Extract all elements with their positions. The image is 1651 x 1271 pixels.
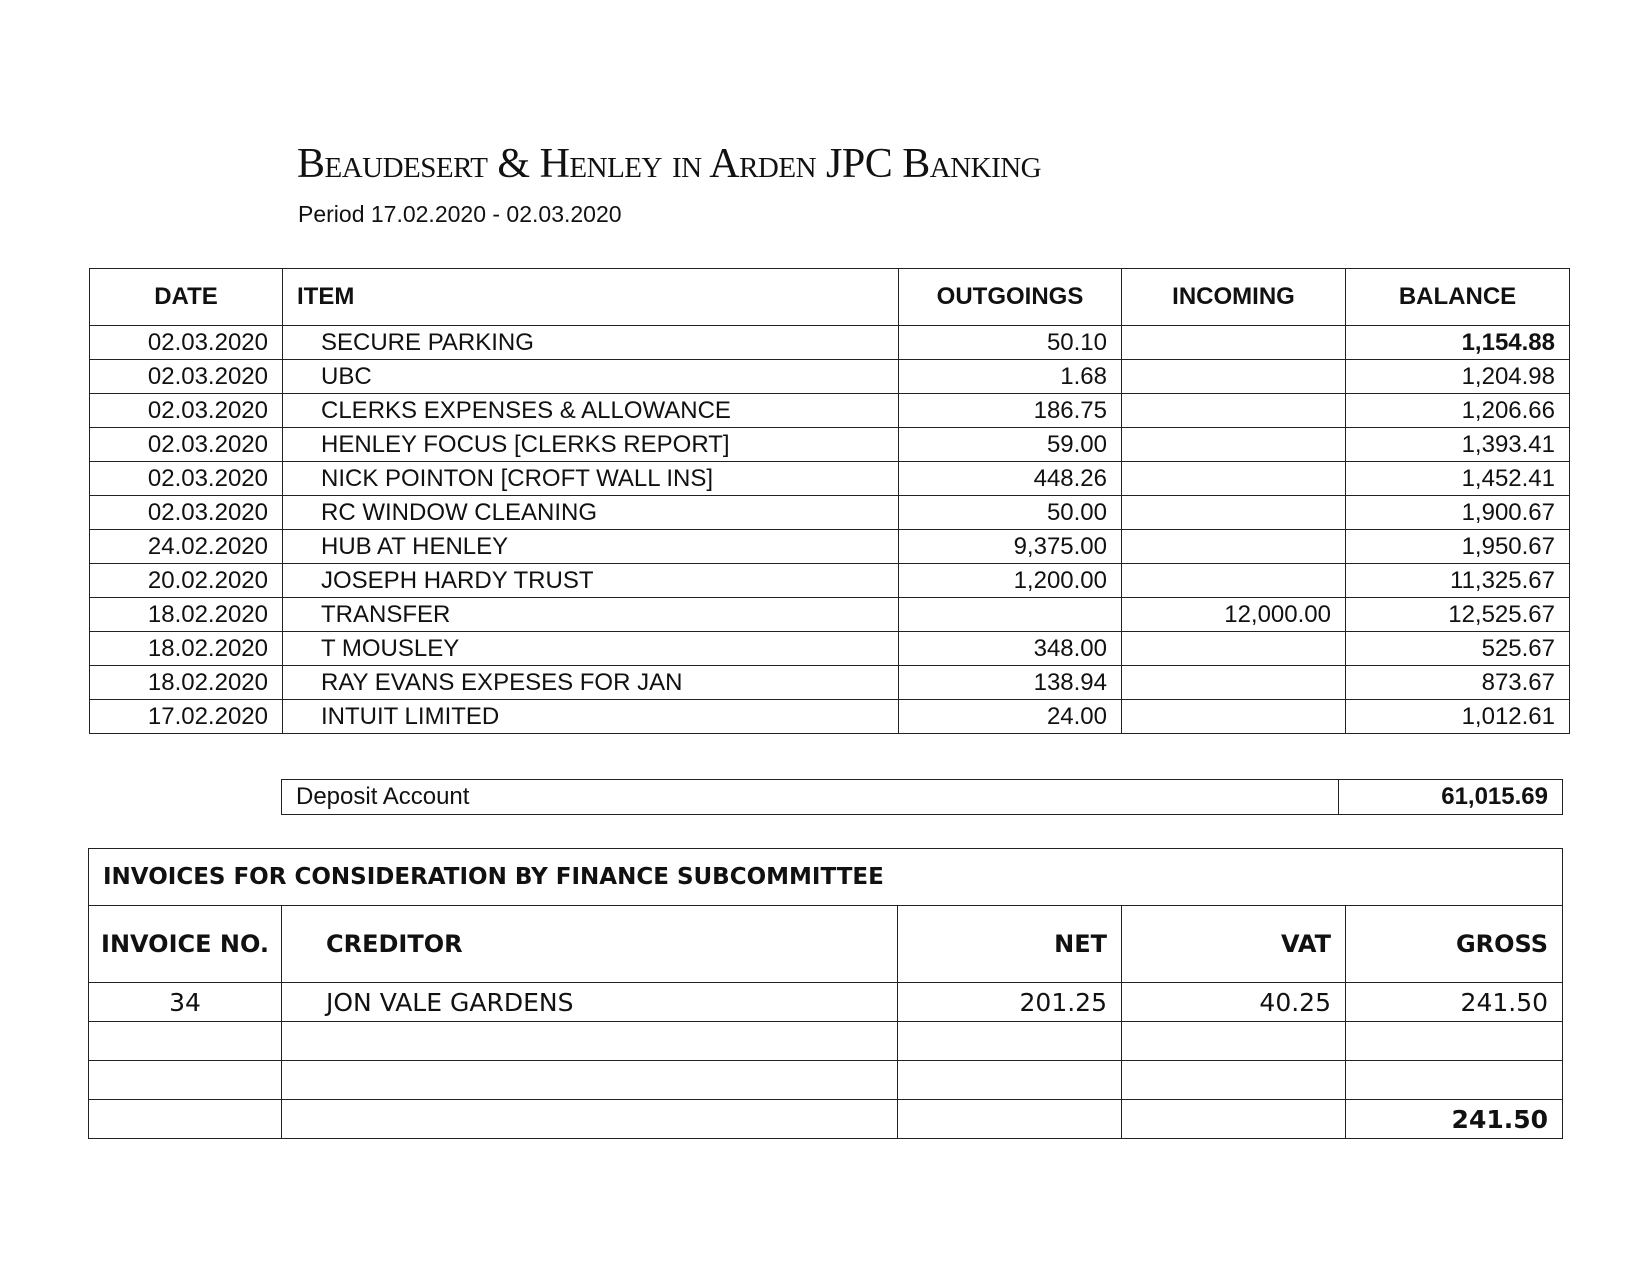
invoice-vat (1122, 1061, 1346, 1100)
deposit-row (282, 780, 1563, 815)
column-header-item: ITEM (283, 269, 899, 326)
column-header-outgoings: OUTGOINGS (899, 269, 1122, 326)
entry-item: JOSEPH HARDY TRUST (283, 564, 899, 598)
column-header-vat: VAT (1122, 906, 1346, 983)
invoice-number: 34 (89, 983, 282, 1022)
banking-row (90, 666, 1570, 700)
invoice-creditor (282, 1061, 898, 1100)
entry-outgoings: 24.00 (899, 700, 1122, 734)
invoice-row (89, 1061, 1563, 1100)
invoices-heading: INVOICES FOR CONSIDERATION BY FINANCE SUBCOMMITTEE (89, 849, 1563, 906)
entry-outgoings: 1.68 (899, 360, 1122, 394)
entry-outgoings: 138.94 (899, 666, 1122, 700)
deposit-table (281, 779, 1563, 815)
entry-balance: 1,154.88 (1346, 326, 1570, 360)
entry-outgoings: 50.10 (899, 326, 1122, 360)
column-header-creditor: CREDITOR (282, 906, 898, 983)
invoices-table-body (89, 983, 1563, 1100)
banking-row (90, 632, 1570, 666)
entry-incoming (1122, 496, 1346, 530)
entry-balance: 1,206.66 (1346, 394, 1570, 428)
entry-item: HUB AT HENLEY (283, 530, 899, 564)
invoices-header-row (89, 906, 1563, 983)
entry-date: 02.03.2020 (90, 326, 283, 360)
entry-incoming (1122, 462, 1346, 496)
entry-outgoings: 50.00 (899, 496, 1122, 530)
entry-outgoings: 9,375.00 (899, 530, 1122, 564)
entry-balance: 1,393.41 (1346, 428, 1570, 462)
entry-incoming (1122, 326, 1346, 360)
banking-table (89, 268, 1570, 734)
invoices-table (88, 848, 1563, 1139)
invoices-total-gross: 241.50 (1346, 1100, 1563, 1139)
entry-outgoings (899, 598, 1122, 632)
entry-incoming (1122, 394, 1346, 428)
entry-outgoings: 1,200.00 (899, 564, 1122, 598)
entry-incoming (1122, 360, 1346, 394)
invoice-creditor (282, 1022, 898, 1061)
banking-row (90, 530, 1570, 564)
column-header-date: DATE (90, 269, 283, 326)
entry-balance: 1,012.61 (1346, 700, 1570, 734)
entry-incoming (1122, 530, 1346, 564)
invoice-number (89, 1022, 282, 1061)
entry-date: 02.03.2020 (90, 428, 283, 462)
entry-item: HENLEY FOCUS [CLERKS REPORT] (283, 428, 899, 462)
column-header-gross: GROSS (1346, 906, 1563, 983)
invoice-gross (1346, 1022, 1563, 1061)
entry-balance: 12,525.67 (1346, 598, 1570, 632)
banking-row (90, 360, 1570, 394)
column-header-incoming: INCOMING (1122, 269, 1346, 326)
invoice-vat: 40.25 (1122, 983, 1346, 1022)
entry-date: 20.02.2020 (90, 564, 283, 598)
entry-outgoings: 186.75 (899, 394, 1122, 428)
entry-outgoings: 59.00 (899, 428, 1122, 462)
entry-date: 02.03.2020 (90, 360, 283, 394)
entry-balance: 873.67 (1346, 666, 1570, 700)
entry-item: T MOUSLEY (283, 632, 899, 666)
entry-incoming (1122, 666, 1346, 700)
column-header-balance: BALANCE (1346, 269, 1570, 326)
entry-date: 17.02.2020 (90, 700, 283, 734)
entry-item: RAY EVANS EXPESES FOR JAN (283, 666, 899, 700)
banking-row (90, 564, 1570, 598)
total-empty-cell (1122, 1100, 1346, 1139)
entry-date: 18.02.2020 (90, 666, 283, 700)
entry-balance: 1,950.67 (1346, 530, 1570, 564)
entry-item: RC WINDOW CLEANING (283, 496, 899, 530)
total-empty-cell (89, 1100, 282, 1139)
invoice-gross (1346, 1061, 1563, 1100)
entry-balance: 1,900.67 (1346, 496, 1570, 530)
banking-row (90, 428, 1570, 462)
entry-incoming (1122, 564, 1346, 598)
entry-item: NICK POINTON [CROFT WALL INS] (283, 462, 899, 496)
entry-outgoings: 448.26 (899, 462, 1122, 496)
entry-balance: 11,325.67 (1346, 564, 1570, 598)
invoice-net (898, 1061, 1122, 1100)
total-empty-cell (898, 1100, 1122, 1139)
invoices-total-row (89, 1100, 1563, 1139)
entry-date: 02.03.2020 (90, 496, 283, 530)
entry-outgoings: 348.00 (899, 632, 1122, 666)
invoice-row (89, 983, 1563, 1022)
entry-item: INTUIT LIMITED (283, 700, 899, 734)
column-header-net: NET (898, 906, 1122, 983)
invoices-heading-row (89, 849, 1563, 906)
entry-date: 02.03.2020 (90, 394, 283, 428)
invoice-net: 201.25 (898, 983, 1122, 1022)
entry-balance: 525.67 (1346, 632, 1570, 666)
entry-incoming (1122, 428, 1346, 462)
banking-row (90, 462, 1570, 496)
banking-row (90, 598, 1570, 632)
banking-row (90, 700, 1570, 734)
entry-item: TRANSFER (283, 598, 899, 632)
invoice-number (89, 1061, 282, 1100)
period-label: Period 17.02.2020 - 02.03.2020 (298, 201, 622, 227)
deposit-amount: 61,015.69 (1339, 780, 1563, 815)
entry-incoming (1122, 632, 1346, 666)
entry-date: 02.03.2020 (90, 462, 283, 496)
invoice-vat (1122, 1022, 1346, 1061)
entry-item: CLERKS EXPENSES & ALLOWANCE (283, 394, 899, 428)
invoice-gross: 241.50 (1346, 983, 1563, 1022)
banking-header-row (90, 269, 1570, 326)
entry-date: 18.02.2020 (90, 598, 283, 632)
deposit-label: Deposit Account (282, 780, 1339, 815)
banking-row (90, 496, 1570, 530)
entry-balance: 1,452.41 (1346, 462, 1570, 496)
entry-item: UBC (283, 360, 899, 394)
invoice-creditor: JON VALE GARDENS (282, 983, 898, 1022)
document-title: Beaudesert & Henley in Arden JPC Banking (297, 141, 1042, 187)
entry-date: 18.02.2020 (90, 632, 283, 666)
invoice-row (89, 1022, 1563, 1061)
entry-incoming: 12,000.00 (1122, 598, 1346, 632)
banking-row (90, 326, 1570, 360)
total-empty-cell (282, 1100, 898, 1139)
banking-row (90, 394, 1570, 428)
entry-date: 24.02.2020 (90, 530, 283, 564)
entry-incoming (1122, 700, 1346, 734)
entry-item: SECURE PARKING (283, 326, 899, 360)
banking-table-body (90, 326, 1570, 734)
column-header-invoice-no: INVOICE NO. (89, 906, 282, 983)
invoice-net (898, 1022, 1122, 1061)
entry-balance: 1,204.98 (1346, 360, 1570, 394)
